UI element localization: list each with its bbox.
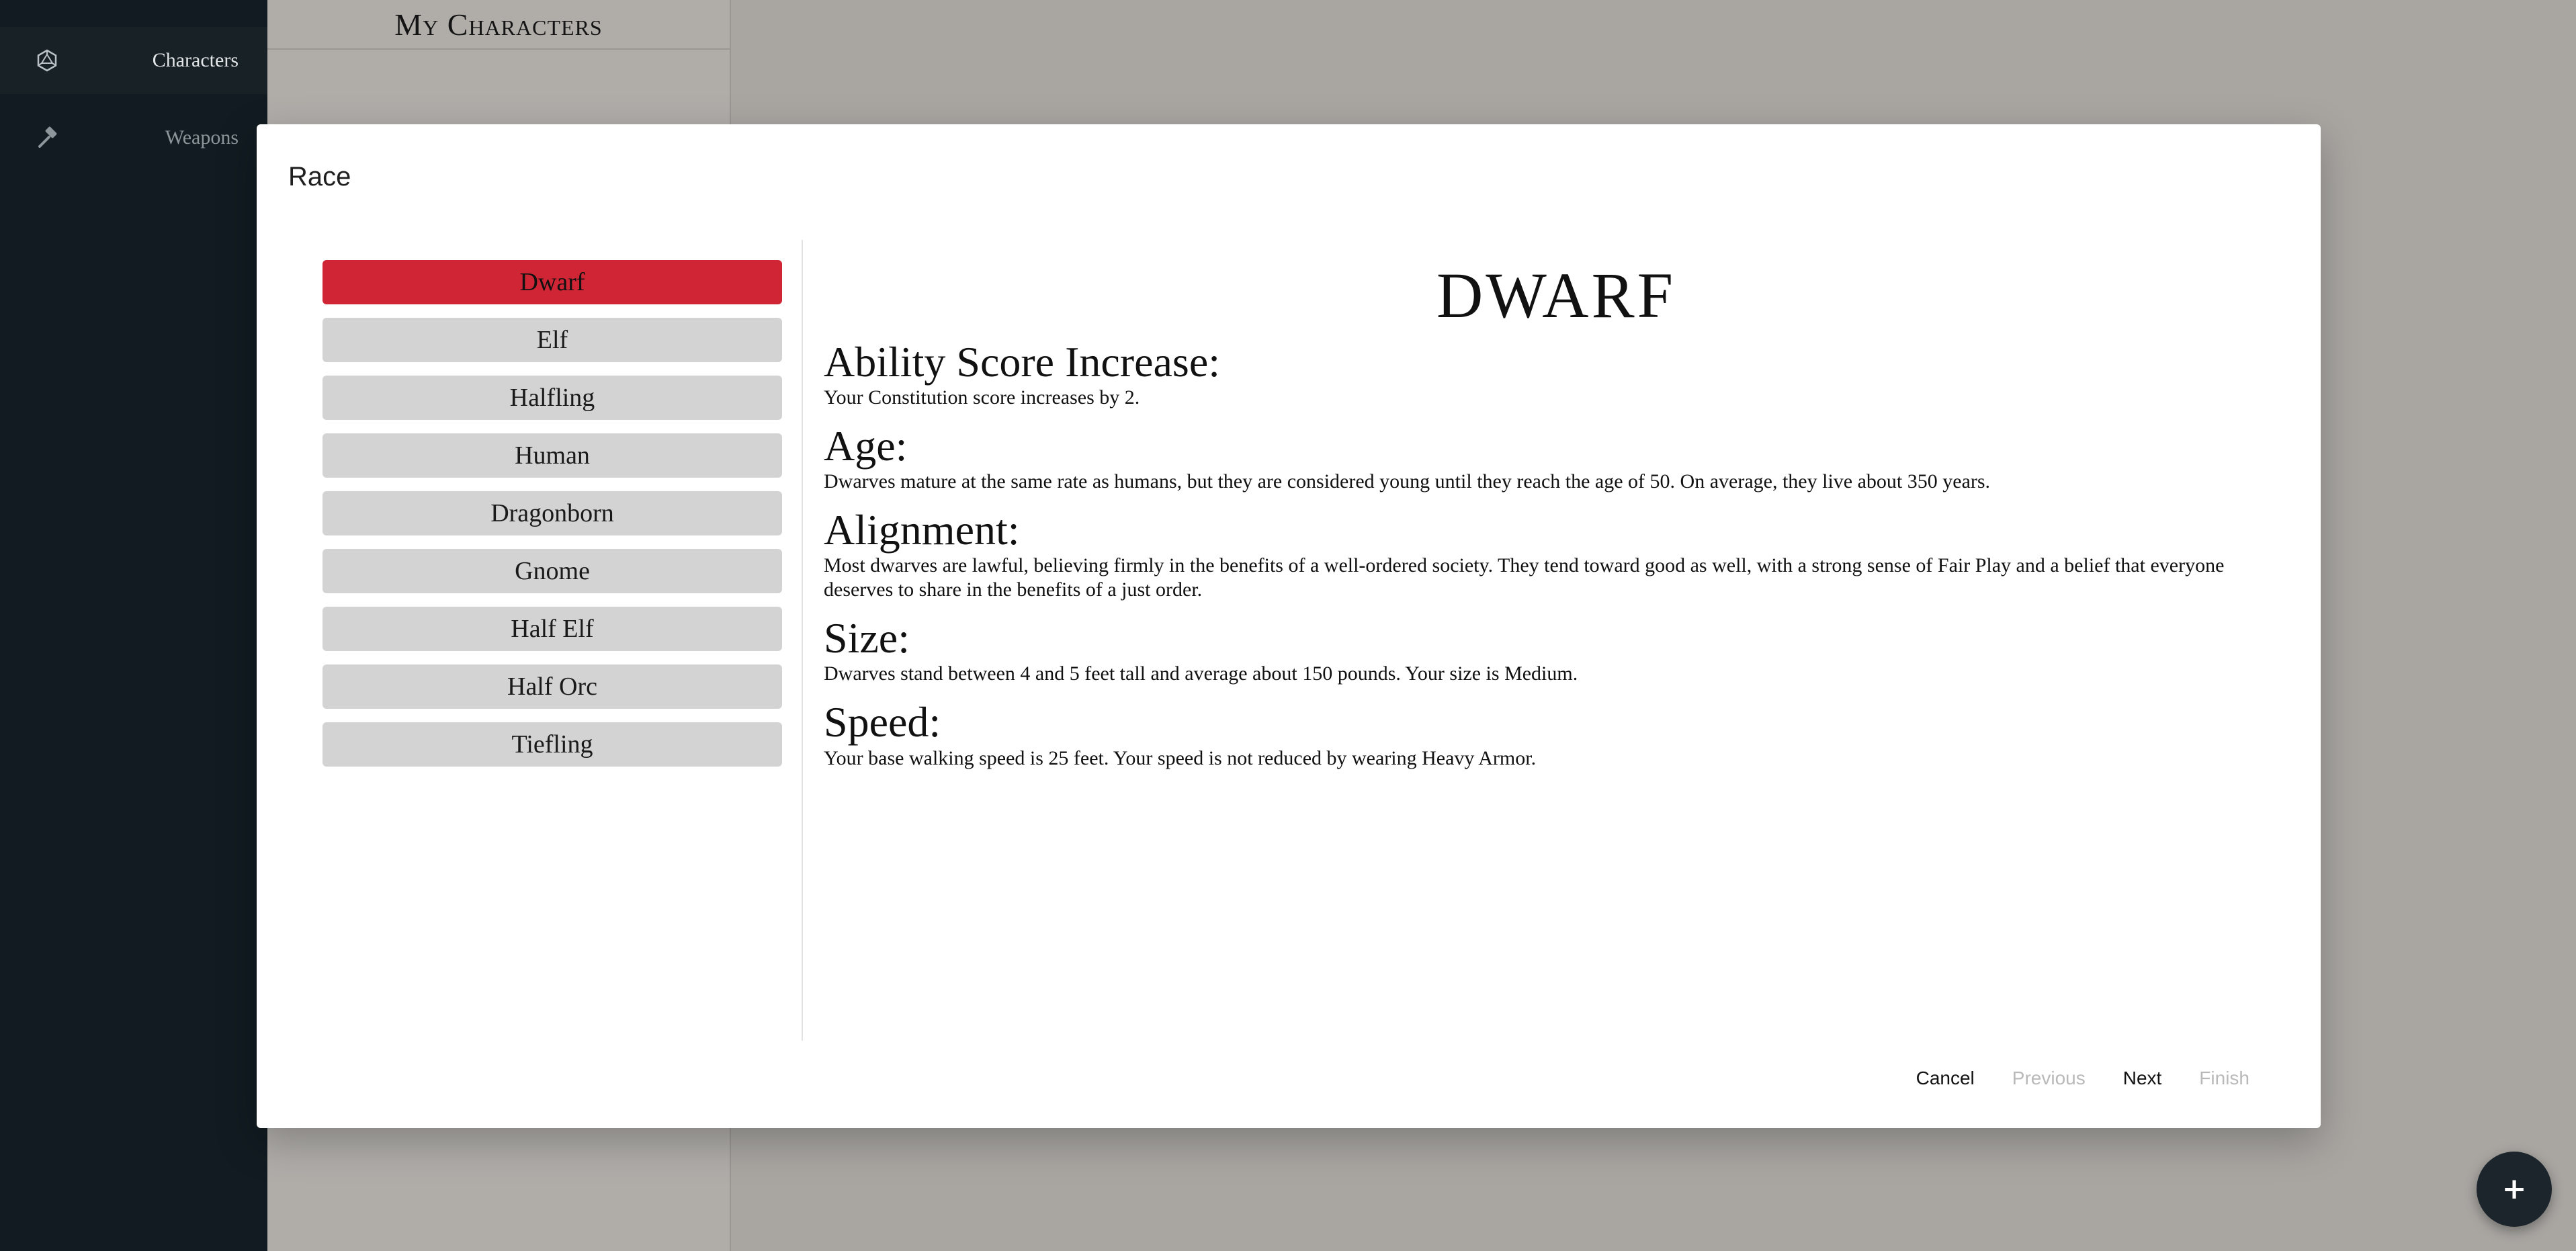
section-text-ability: Your Constitution score increases by 2. bbox=[824, 386, 1140, 408]
race-option-gnome[interactable]: Gnome bbox=[323, 549, 782, 593]
dialog-title: Race bbox=[288, 162, 351, 191]
section-heading-ability: Ability Score Increase: bbox=[824, 337, 1220, 386]
race-option-tiefling[interactable]: Tiefling bbox=[323, 722, 782, 767]
sidebar-item-weapons[interactable] bbox=[0, 104, 267, 171]
race-option-dragonborn[interactable]: Dragonborn bbox=[323, 491, 782, 535]
race-option-human[interactable]: Human bbox=[323, 433, 782, 478]
race-option-dwarf[interactable]: Dwarf bbox=[323, 260, 782, 304]
hammer-icon bbox=[35, 126, 59, 150]
race-dialog bbox=[257, 124, 2321, 1128]
sidebar-item-label: Characters bbox=[152, 49, 239, 71]
race-option-half-orc[interactable]: Half Orc bbox=[323, 664, 782, 709]
section-text-size: Dwarves stand between 4 and 5 feet tall and average about 150 pounds. Your size is Medium. bbox=[824, 662, 1578, 685]
race-option-elf[interactable]: Elf bbox=[323, 318, 782, 362]
section-heading-speed: Speed: bbox=[824, 698, 941, 746]
add-character-button[interactable] bbox=[2477, 1152, 2552, 1227]
dialog-actions bbox=[1897, 1055, 2268, 1101]
page-title: My Characters bbox=[394, 7, 603, 42]
finish-button[interactable]: Finish bbox=[2180, 1055, 2268, 1101]
section-heading-size: Size: bbox=[824, 614, 910, 662]
sidebar-item-characters[interactable] bbox=[0, 27, 267, 94]
section-text-speed: Your base walking speed is 25 feet. Your speed is not reduced by wearing Heavy Armor. bbox=[824, 746, 1537, 769]
race-option-half-elf[interactable]: Half Elf bbox=[323, 607, 782, 651]
race-option-halfling[interactable]: Halfling bbox=[323, 376, 782, 420]
sidebar bbox=[0, 0, 267, 1251]
divider bbox=[802, 240, 803, 1041]
next-button[interactable]: Next bbox=[2104, 1055, 2181, 1101]
section-heading-age: Age: bbox=[824, 421, 908, 470]
previous-button[interactable]: Previous bbox=[1993, 1055, 2104, 1101]
sidebar-item-label: Weapons bbox=[165, 126, 239, 148]
race-detail bbox=[824, 260, 2288, 771]
cancel-button[interactable]: Cancel bbox=[1897, 1055, 1993, 1101]
d20-icon bbox=[35, 48, 59, 73]
list-header bbox=[267, 0, 730, 50]
race-list bbox=[323, 260, 782, 780]
plus-icon: + bbox=[2501, 1172, 2527, 1206]
section-text-alignment: Most dwarves are lawful, believing firmly in the benefits of a well-ordered society. They tend toward good as well, with a strong sense of Fair Play and a belief that everyone deserves to share in the benefits of a just order. bbox=[824, 554, 2225, 601]
race-name: DWARF bbox=[1436, 259, 1676, 331]
section-heading-alignment: Alignment: bbox=[824, 505, 1020, 554]
section-text-age: Dwarves mature at the same rate as humans, but they are considered young until they reach the age of 50. On average, they live about 350 years. bbox=[824, 470, 1991, 492]
